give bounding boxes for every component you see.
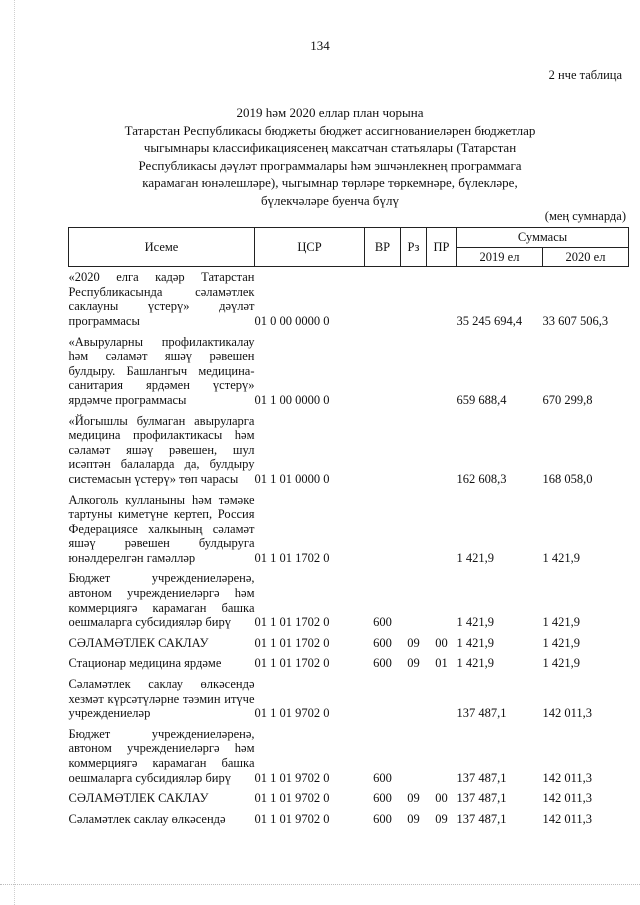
header-pr: ПР (427, 228, 457, 267)
header-2019: 2019 ел (457, 247, 543, 267)
cell-rz: 09 (407, 656, 420, 671)
cell-vr: 600 (373, 656, 392, 671)
title-line: Республикасы дәүләт программалары һәм эшчәнлекнең программага (138, 157, 522, 173)
cell-name: «Авыруларны профилактикалау һәм сәламәт яшәү рәвешен булдыру. Башлангыч медицина-санитария ярдәмен үстерү» ярдәмче программасы (68, 334, 255, 407)
table-row (69, 267, 629, 332)
cell-y2019: 1 421,9 (456, 635, 494, 650)
cell-csr: 01 1 01 1702 0 (254, 635, 330, 650)
cell-pr: 00 (435, 791, 448, 806)
cell-pr (427, 332, 457, 411)
cell-csr: 01 0 00 0000 0 (254, 313, 330, 328)
page-number: 134 (310, 38, 330, 53)
cell-y2020: 168 058,0 (542, 471, 593, 486)
cell-csr: 01 1 01 1702 0 (254, 656, 330, 671)
cell-y2019: 137 487,1 (456, 706, 507, 721)
header-name: Исеме (69, 228, 255, 267)
table-row (69, 653, 629, 674)
cell-name: «2020 елга кадәр Татарстан Республикасында сәламәтлек саклауны үстерү» дәүләт программасы (68, 270, 255, 328)
cell-vr (365, 332, 401, 411)
title-line: 2019 һәм 2020 еллар план чорына (236, 105, 424, 120)
cell-name: Стационар медицина ярдәме (68, 656, 222, 671)
cell-name: Алкоголь кулланыны һәм тәмәке тартуны киметүне кертеп, Россия Федерациясе халкының сәламәт яшәү рәвешен булдыруга юнәлдерелгән гамәлләр (68, 492, 255, 565)
title-line: чыгымнары классификациясенең максатчан статьялары (Татарстан (143, 140, 517, 155)
cell-csr: 01 1 01 9702 0 (254, 770, 330, 785)
cell-y2020: 670 299,8 (542, 392, 593, 407)
cell-name: Бюджет учреждениеләренә, автоном учреждениеләргә һәм коммерциягә карамаган башка оешмаларга субсидияләр бирү (68, 571, 255, 630)
cell-y2020: 33 607 506,3 (542, 313, 609, 328)
cell-y2020: 1 421,9 (542, 635, 580, 650)
cell-vr (365, 674, 401, 724)
cell-pr (427, 267, 457, 332)
table-label: 2 нче таблица (548, 68, 622, 82)
document-title (90, 104, 570, 209)
cell-csr: 01 1 00 0000 0 (254, 392, 330, 407)
cell-vr (365, 267, 401, 332)
cell-rz (401, 267, 427, 332)
cell-name: Сәламәтлек саклау өлкәсендә хезмәт күрсәтүләрне тәэмин итүче учреждениеләр (68, 677, 255, 721)
cell-rz (401, 490, 427, 569)
cell-vr: 600 (373, 615, 392, 630)
header-rz: Рз (401, 228, 427, 267)
cell-pr (427, 490, 457, 569)
cell-vr: 600 (373, 791, 392, 806)
cell-rz (401, 568, 427, 632)
cell-name: Сәламәтлек саклау өлкәсендә (68, 811, 226, 826)
cell-y2020: 142 011,3 (542, 770, 593, 785)
table-row (69, 724, 629, 788)
cell-name: СӘЛАМӘТЛЕК САКЛАУ (68, 635, 209, 650)
cell-vr (365, 411, 401, 490)
header-2020: 2020 ел (543, 247, 629, 267)
cell-csr: 01 1 01 1702 0 (254, 550, 330, 565)
cell-vr: 600 (373, 811, 392, 826)
cell-pr: 09 (435, 811, 448, 826)
cell-rz: 09 (407, 791, 420, 806)
cell-pr: 01 (435, 656, 448, 671)
cell-name: СӘЛАМӘТЛЕК САКЛАУ (68, 791, 209, 806)
cell-vr: 600 (373, 770, 392, 785)
cell-pr (427, 674, 457, 724)
cell-rz: 09 (407, 635, 420, 650)
cell-y2020: 1 421,9 (542, 615, 580, 630)
header-vr: ВР (365, 228, 401, 267)
cell-y2019: 1 421,9 (456, 656, 494, 671)
table-row (69, 674, 629, 724)
table-row (69, 633, 629, 654)
cell-y2019: 659 688,4 (456, 392, 507, 407)
cell-rz (401, 674, 427, 724)
cell-y2019: 137 487,1 (456, 770, 507, 785)
table-row (69, 568, 629, 632)
units-note: (мең сумнарда) (544, 209, 626, 223)
cell-rz (401, 724, 427, 788)
cell-y2019: 137 487,1 (456, 791, 507, 806)
cell-y2020: 1 421,9 (542, 656, 580, 671)
cell-y2019: 35 245 694,4 (456, 313, 523, 328)
title-line: карамаган юнәлешләре), чыгымнар төрләре төркемнәре, бүлекләре, (142, 175, 518, 190)
header-csr: ЦСР (255, 228, 365, 267)
cell-y2019: 162 608,3 (456, 471, 507, 486)
cell-vr (365, 490, 401, 569)
header-sums: Суммасы (457, 228, 629, 248)
cell-y2019: 137 487,1 (456, 811, 507, 826)
table-row (69, 332, 629, 411)
cell-csr: 01 1 01 1702 0 (254, 615, 330, 630)
cell-csr: 01 1 01 9702 0 (254, 706, 330, 721)
table-row (69, 490, 629, 569)
cell-pr (427, 568, 457, 632)
cell-pr (427, 411, 457, 490)
cell-pr (427, 724, 457, 788)
cell-pr: 00 (435, 635, 448, 650)
table-row (69, 788, 629, 809)
cell-csr: 01 1 01 9702 0 (254, 811, 330, 826)
cell-rz (401, 332, 427, 411)
cell-csr: 01 1 01 9702 0 (254, 791, 330, 806)
cell-y2020: 142 011,3 (542, 811, 593, 826)
title-line: Татарстан Республикасы бюджеты бюджет ассигнованиеләрен бюджетлар (124, 122, 536, 138)
cell-name: Бюджет учреждениеләренә, автоном учреждениеләргә һәм коммерциягә карамаган башка оешмаларга субсидияләр бирү (68, 726, 255, 785)
cell-vr: 600 (373, 635, 392, 650)
cell-y2019: 1 421,9 (456, 615, 494, 630)
cell-y2020: 142 011,3 (542, 706, 593, 721)
title-line: бүлекчәләре буенча бүлү (260, 192, 400, 208)
budget-table (68, 227, 629, 829)
table-row (69, 411, 629, 490)
cell-rz (401, 411, 427, 490)
cell-name: «Йогышлы булмаган авыруларга медицина профилактикасы һәм сәламәт яшәү рәвешен, шул исәптән балаларда да, булдыру системасын үстерү» төп чарасы (68, 413, 255, 486)
cell-y2019: 1 421,9 (456, 550, 494, 565)
cell-y2020: 1 421,9 (542, 550, 580, 565)
cell-csr: 01 1 01 0000 0 (254, 471, 330, 486)
cell-y2020: 142 011,3 (542, 791, 593, 806)
scan-margin-line (14, 0, 16, 905)
scan-bottom-line (0, 884, 640, 886)
table-row (69, 809, 629, 830)
cell-rz: 09 (407, 811, 420, 826)
